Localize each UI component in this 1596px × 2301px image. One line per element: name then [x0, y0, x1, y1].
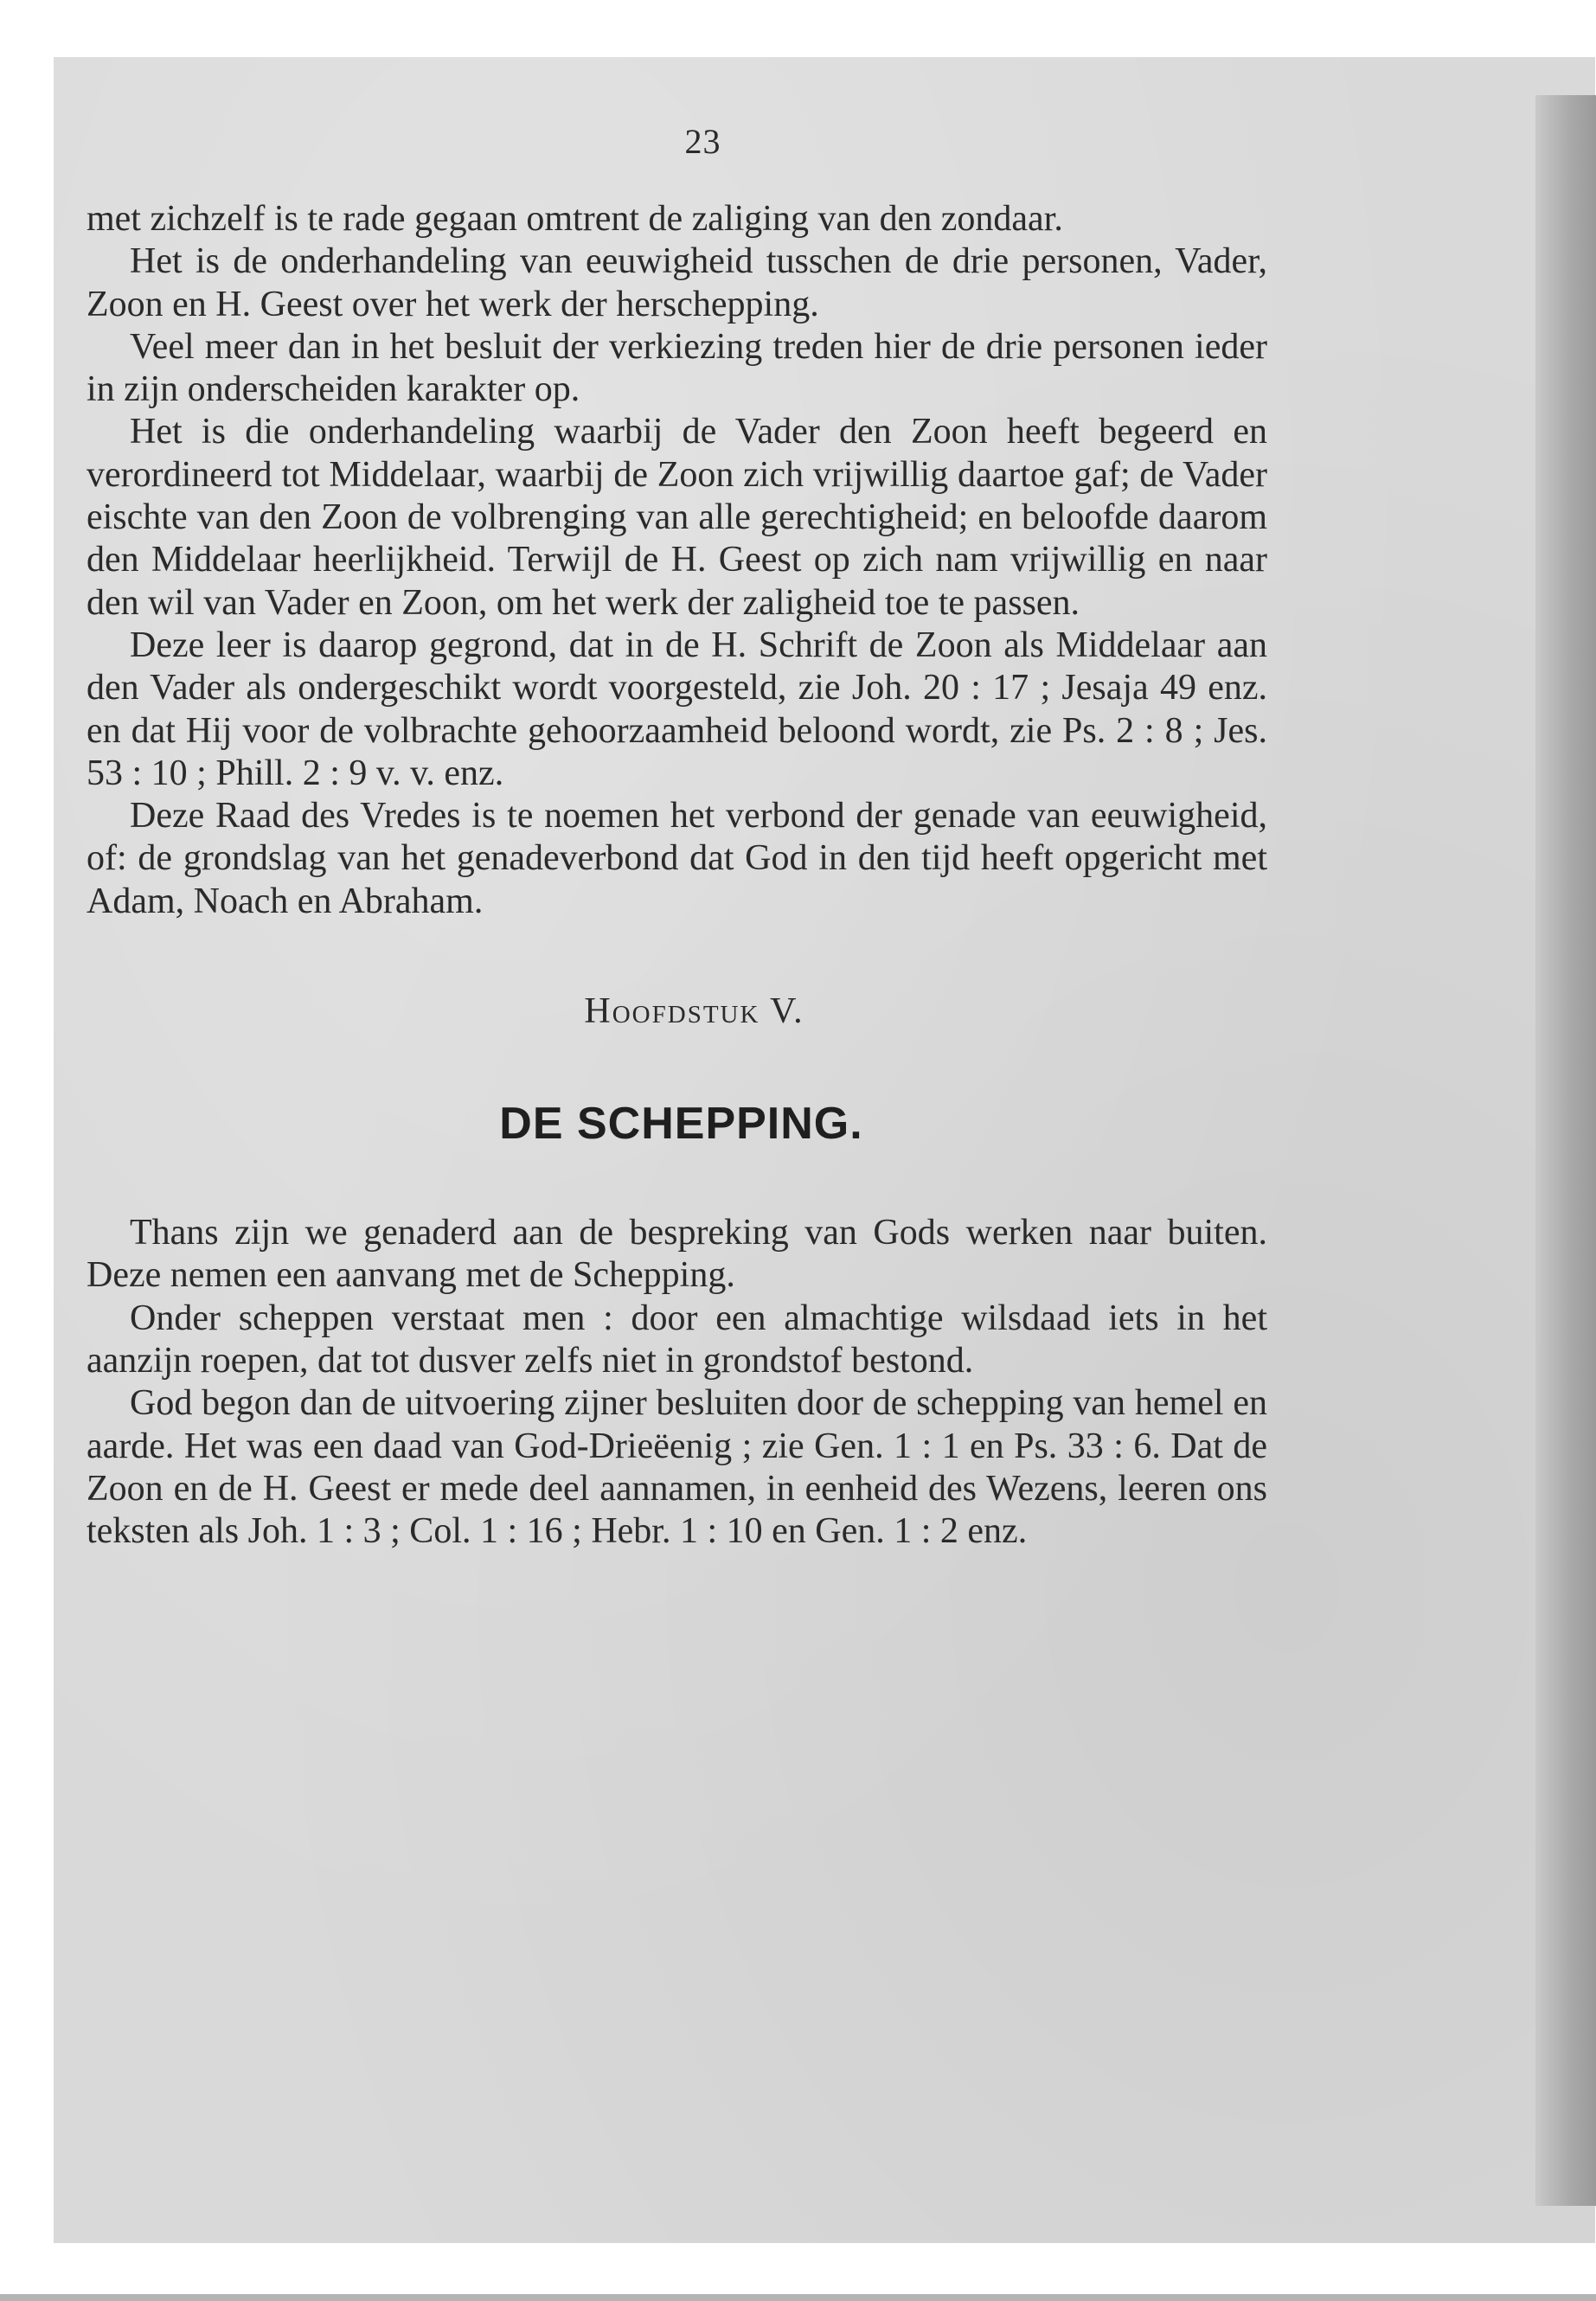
paragraph: Deze Raad des Vredes is te noemen het verbond der genade van eeuwigheid, of: de grondslag van het genadeverbond dat God in den tijd heeft opgericht met Adam, Noach en Abraham.: [87, 796, 1267, 921]
paragraph: Deze leer is daarop gegrond, dat in de H. Schrift de Zoon als Middelaar aan den Vader als ondergeschikt wordt voorgesteld, zie Joh. 20 : 17 ; Jesaja 49 enz. en dat Hij voor de volbrachte gehoorzaamheid beloond wordt, zie Ps. 2 : 8 ; Jes. 53 : 10 ; Phill. 2 : 9 v. v. enz.: [87, 625, 1267, 793]
bottom-edge: [0, 2294, 1596, 2301]
page-number: 23: [684, 122, 721, 161]
paragraph: Onder scheppen verstaat men : door een almachtige wilsdaad iets in het aanzijn roepen, dat tot dusver zelfs niet in grondstof bestond.: [87, 1298, 1267, 1381]
paragraph: Het is die onderhandeling waarbij de Vader den Zoon heeft begeerd en verordineerd tot Middelaar, waarbij de Zoon zich vrijwillig daartoe gaf; de Vader eischte van den Zoon de volbrenging van alle gerechtigheid; en beloofde daarom den Middelaar heerlijkheid. Terwijl de H. Geest op zich nam vrijwillig en naar den wil van Vader en Zoon, om het werk der zaligheid toe te passen.: [87, 412, 1267, 623]
chapter-label: Hoofdstuk V.: [584, 991, 804, 1032]
body-text-section-1: [87, 198, 1267, 923]
paragraph: met zichzelf is te rade gegaan omtrent de zaliging van den zondaar.: [87, 199, 1063, 239]
paragraph: Veel meer dan in het besluit der verkiezing treden hier de drie personen ieder in zijn onderscheiden karakter op.: [87, 326, 1267, 410]
page-edge-shadow: [1535, 95, 1596, 2206]
book-page: [87, 57, 1267, 1553]
body-text-section-2: [87, 1212, 1267, 1553]
paragraph: Het is de onderhandeling van eeuwigheid tusschen de drie personen, Vader, Zoon en H. Geest over het werk der herschepping.: [87, 241, 1267, 324]
paragraph: God begon dan de uitvoering zijner besluiten door de schepping van hemel en aarde. Het was een daad van God-Drieëenig ; zie Gen. 1 : 1 en Ps. 33 : 6. Dat de Zoon en de H. Geest er mede deel aannamen, in eenheid des Wezens, leeren ons teksten als Joh. 1 : 3 ; Col. 1 : 16 ; Hebr. 1 : 10 en Gen. 1 : 2 enz.: [87, 1383, 1267, 1552]
chapter-title: DE SCHEPPING.: [499, 1099, 863, 1150]
paragraph: Thans zijn we genaderd aan de bespreking van Gods werken naar buiten. Deze nemen een aanvang met de Schepping.: [87, 1213, 1267, 1296]
